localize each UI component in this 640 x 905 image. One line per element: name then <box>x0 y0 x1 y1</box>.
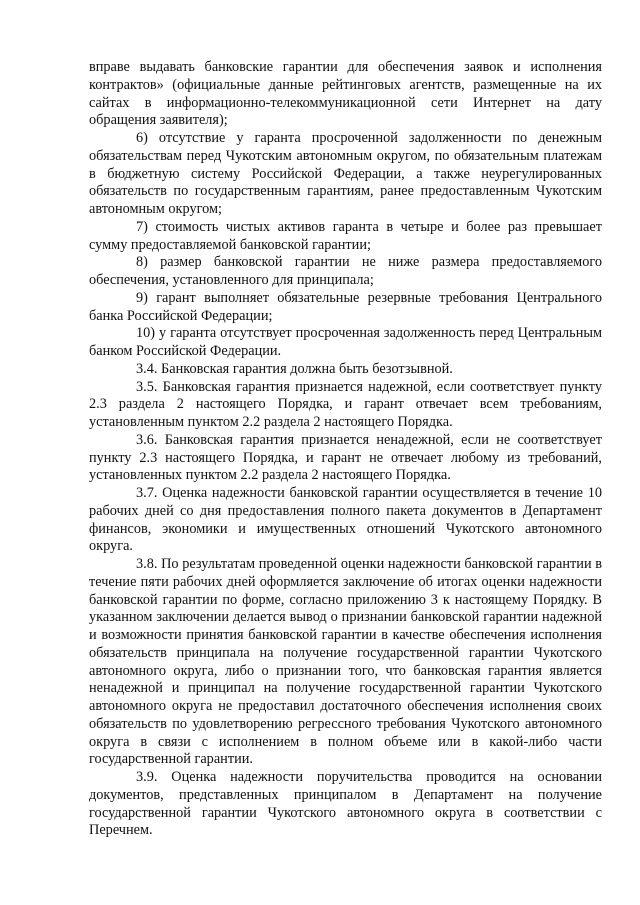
paragraph-3-6: 3.6. Банковская гарантия признается ненадежной, если не соответствует пункту 2.3 настоящего Порядка, и гарант не отвечает любому из требований, установленных пунктом 2.2 раздела 2 настоящего Порядка. <box>89 431 602 484</box>
paragraph-3-5: 3.5. Банковская гарантия признается надежной, если соответствует пункту 2.3 раздела 2 настоящего Порядка, и гарант отвечает всем требованиям, установленным пунктом 2.2 раздела 2 настоящего Порядка. <box>89 378 602 430</box>
document-page <box>89 59 602 840</box>
paragraph-3-7: 3.7. Оценка надежности банковской гарантии осуществляется в течение 10 рабочих дней со дня предоставления полного пакета документов в Департамент финансов, экономики и имущественных отношений Чукотского автономного округа. <box>89 485 602 555</box>
paragraph-3-4: 3.4. Банковская гарантия должна быть безотзывной. <box>136 360 453 377</box>
paragraph-3-8: 3.8. По результатам проведенной оценки надежности банковской гарантии в течение пяти рабочих дней оформляется заключение об итогах оценки надежности банковской гарантии по форме, согласно приложению 3 к настоящему Порядку. В указанном заключении делается вывод о признании банковской гарантии надежной и возможности принятия банковской гарантии в качестве обеспечения исполнения обязательств принципала на получение государственной гарантии Чукотского автономного округа, либо о признании того, что банковская гарантия является ненадежной и принципал на получение государственной гарантии Чукотского автономного округа не предоставил достаточного обеспечения исполнения своих обязательств по удовлетворению регрессного требования Чукотского автономного округа в связи с исполнением в полном объеме или в какой-либо части государственной гарантии. <box>89 556 602 768</box>
paragraph-item-6: 6) отсутствие у гаранта просроченной задолженности по денежным обязательствам перед Чукотским автономным округом, по обязательным платежам в бюджетную систему Российской Федерации, а также неурегулированных обязательств по государственным гарантиям, ранее предоставленным Чукотским автономным округом; <box>89 130 602 217</box>
paragraph-item-7: 7) стоимость чистых активов гаранта в четыре и более раз превышает сумму предоставляемой банковской гарантии; <box>89 218 602 253</box>
paragraph-ratings-continuation: вправе выдавать банковские гарантии для обеспечения заявок и исполнения контрактов» (официальные данные рейтинговых агентств, размещенные на их сайтах в информационно-телекоммуникационной сети Интернет на дату обращения заявителя); <box>89 59 602 129</box>
paragraph-item-9: 9) гарант выполняет обязательные резервные требования Центрального банка Российской Федерации; <box>89 289 602 324</box>
paragraph-item-8: 8) размер банковской гарантии не ниже размера предоставляемого обеспечения, установленного для принципала; <box>89 254 602 288</box>
paragraph-item-10: 10) у гаранта отсутствует просроченная задолженность перед Центральным банком Российской Федерации. <box>89 325 602 359</box>
paragraph-3-9: 3.9. Оценка надежности поручительства проводится на основании документов, представленных принципалом в Департамент на получение государственной гарантии Чукотского автономного округа в соответствии с Перечнем. <box>89 769 602 839</box>
